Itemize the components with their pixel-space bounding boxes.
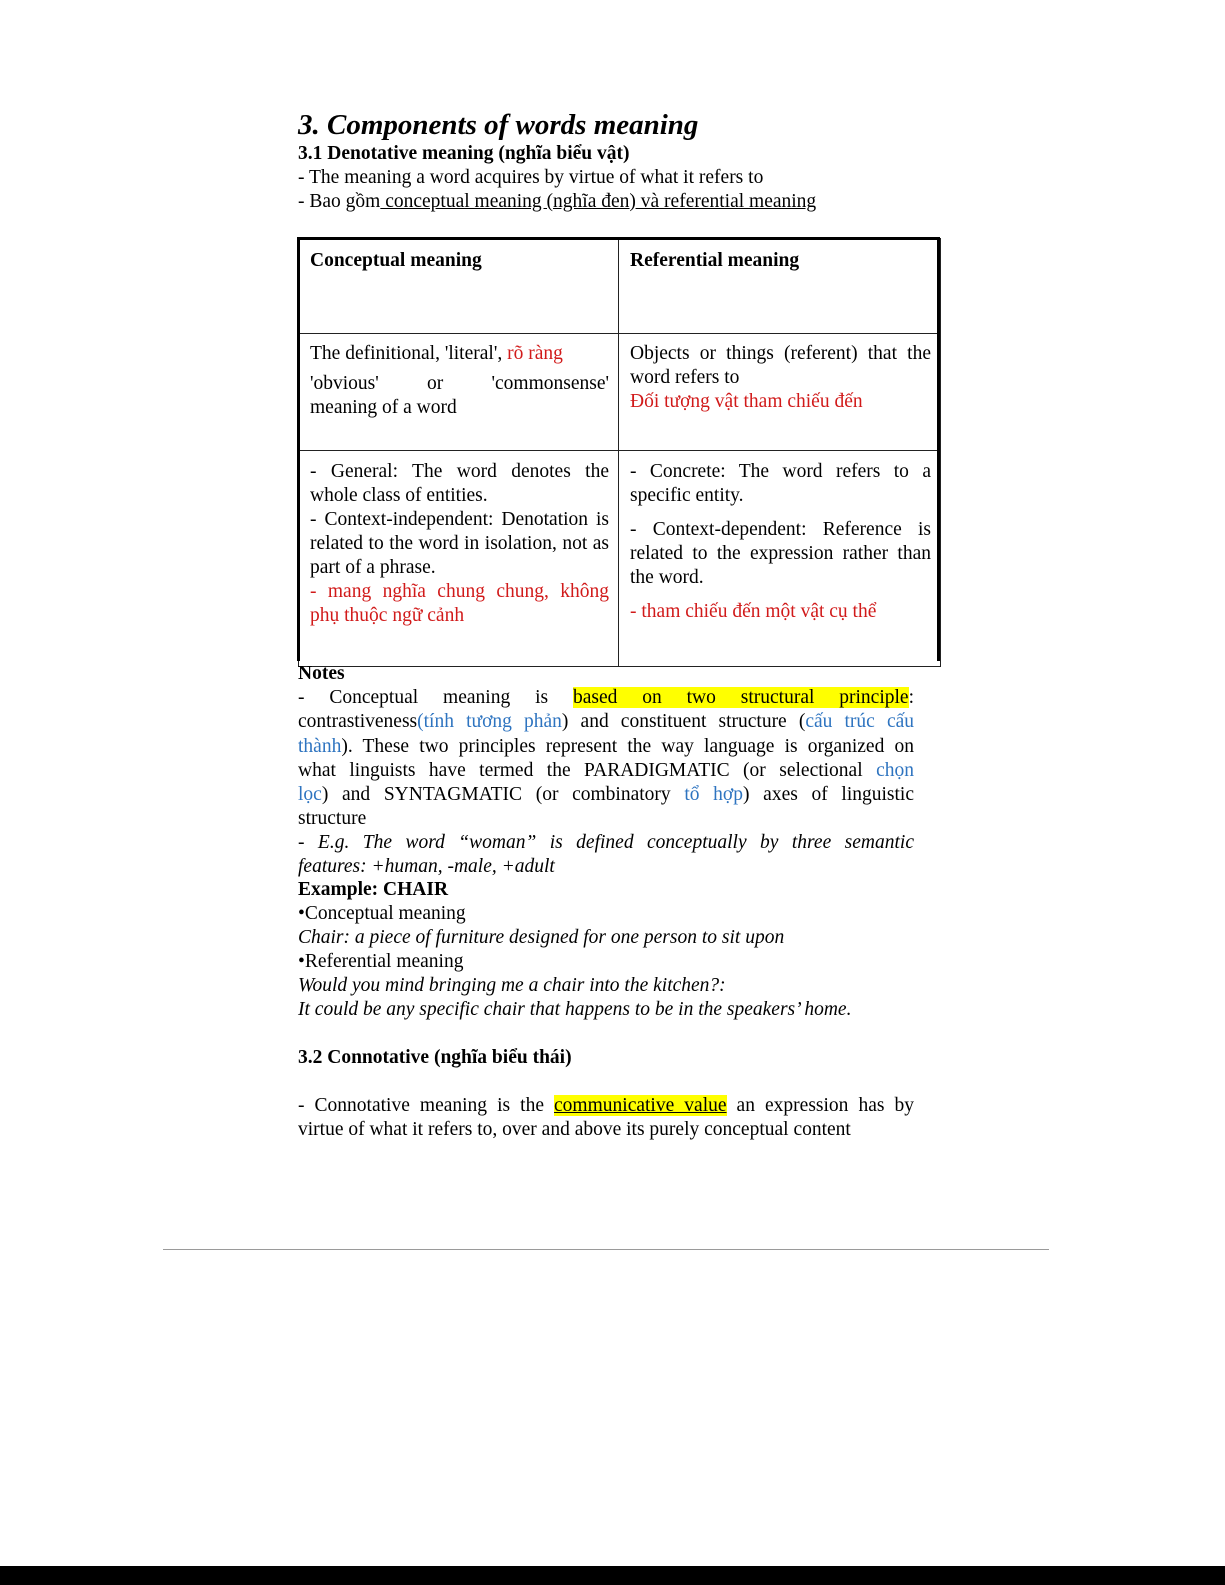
conceptual-general: - General: The word denotes the whole class of entities. (310, 461, 609, 506)
notes-line-5 (298, 783, 914, 807)
header-conceptual: Conceptual meaning (299, 239, 619, 334)
denotative-includes (298, 190, 816, 214)
connotative-highlight: communicative value (554, 1095, 727, 1116)
notes-example-2: features: +human, -male, +adult (298, 856, 555, 877)
connotative-line-2: virtue of what it refers to, over and above its purely conceptual content (298, 1119, 851, 1140)
notes-example-1-text: - E.g. The word “woman” is defined conceptually by three semantic (298, 832, 914, 853)
page-title: 3. Components of words meaning (298, 109, 699, 141)
notes-l3-text: ). These two principles represent the way language is organized on (341, 736, 914, 757)
example-conceptual-label: •Conceptual meaning (298, 903, 466, 924)
header-referential: Referential meaning (619, 239, 941, 334)
denotative-definition: - The meaning a word acquires by virtue of what it refers to (298, 167, 764, 188)
notes-l1-text: - Conceptual meaning is (298, 687, 573, 708)
example-referential-label: •Referential meaning (298, 951, 464, 972)
page-footer-rule (163, 1249, 1049, 1250)
connotative-line-1 (298, 1094, 914, 1118)
notes-l3-blue: thành (298, 736, 342, 757)
notes-line-2 (298, 710, 914, 734)
notes-l5-blue1: lọc (298, 784, 322, 805)
conceptual-def-red: rõ ràng (507, 343, 563, 364)
table-row (299, 239, 941, 334)
notes-highlight: based on two structural principle (572, 687, 909, 708)
notes-heading: Notes (298, 663, 345, 684)
bottom-edge-bar (0, 1566, 1225, 1585)
example-heading: Example: CHAIR (298, 879, 449, 900)
notes-line-4 (298, 759, 914, 783)
conceptual-note-red: - mang nghĩa chung chung, không phụ thuộc ngữ cảnh (310, 581, 609, 626)
conceptual-context-independent: - Context-independent: Denotation is related to the word in isolation, not as part of a phrase. (310, 509, 609, 578)
includes-prefix: - Bao gồm (298, 191, 381, 212)
table-row (299, 334, 941, 451)
notes-l4-text: what linguists have termed the PARADIGMATIC (or selectional (298, 760, 877, 781)
notes-l1-end: : (908, 687, 914, 708)
notes-l2-blue1: (tính tương phản (417, 711, 562, 732)
conceptual-def-line3: meaning of a word (310, 397, 457, 418)
cell-referential-features (619, 451, 941, 667)
includes-underlined: conceptual meaning (nghĩa đen) và referential meaning (380, 191, 817, 212)
conceptual-def-line2: 'obvious' or 'commonsense' (310, 373, 609, 394)
notes-l5-b: ) and SYNTAGMATIC (or combinatory (321, 784, 685, 805)
notes-l5-c: ) axes of linguistic (743, 784, 914, 805)
notes-l5-blue2: tổ hợp (684, 784, 743, 805)
connotative-l1-b: an expression has by (726, 1095, 914, 1116)
cell-conceptual-features (299, 451, 619, 667)
notes-l2-b: ) and constituent structure ( (561, 711, 806, 732)
referential-context-dependent: - Context-dependent: Reference is related to the expression rather than the word. (630, 519, 931, 588)
connotative-l1-a: - Connotative meaning is the (298, 1095, 544, 1116)
notes-line-6: structure (298, 808, 367, 829)
notes-l2-blue2: cấu trúc cấu (805, 711, 914, 732)
notes-line-1 (298, 686, 914, 710)
example-referential-answer: It could be any specific chair that happens to be in the speakers’ home. (298, 999, 852, 1020)
referential-note-red: - tham chiếu đến một vật cụ thể (630, 601, 877, 622)
referential-def-red: Đối tượng vật tham chiếu đến (630, 391, 863, 412)
conceptual-def-text: The definitional, 'literal', (310, 343, 508, 364)
notes-example-1 (298, 831, 914, 855)
example-conceptual-definition: Chair: a piece of furniture designed for one person to sit upon (298, 927, 785, 948)
meaning-comparison-table (298, 238, 941, 667)
example-referential-question: Would you mind bringing me a chair into the kitchen?: (298, 975, 726, 996)
notes-l4-blue: chọn (876, 760, 914, 781)
notes-line-3 (298, 735, 914, 759)
cell-referential-definition (619, 334, 941, 451)
section-3-2-heading: 3.2 Connotative (nghĩa biểu thái) (298, 1047, 572, 1068)
referential-def-text: Objects or things (referent) that the word refers to (630, 343, 931, 388)
table-row (299, 451, 941, 667)
section-3-1-heading: 3.1 Denotative meaning (nghĩa biểu vật) (298, 143, 630, 164)
notes-l2-a: contrastiveness (298, 711, 418, 732)
cell-conceptual-definition (299, 334, 619, 451)
referential-concrete: - Concrete: The word refers to a specific entity. (630, 461, 931, 506)
